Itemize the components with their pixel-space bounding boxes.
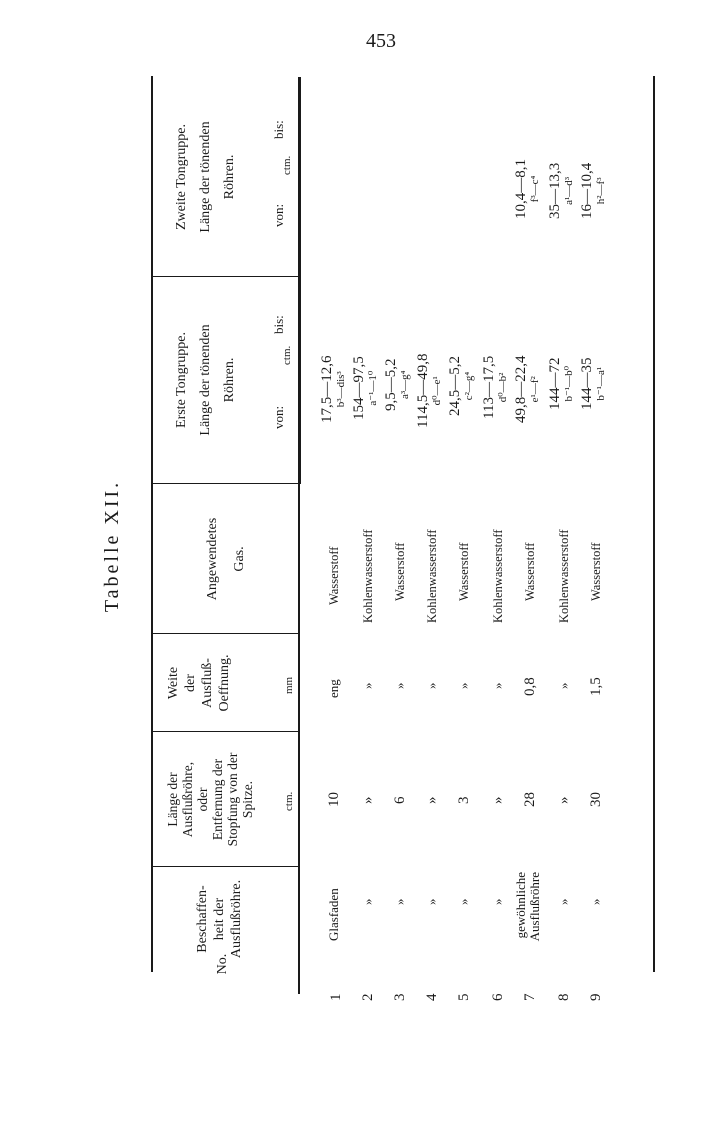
row-weite: eng (326, 679, 341, 698)
header-zweite-bis: bis: (271, 120, 286, 139)
header-erste-tongruppe: Erste Tongruppe. Länge der tönenden Röhren. (174, 324, 237, 436)
row-beschaffenheit: » (456, 898, 471, 905)
row-beschaffenheit: » (588, 898, 603, 905)
page-number: 453 (366, 30, 396, 52)
row-beschaffenheit: » (556, 898, 571, 905)
row-laenge: » (424, 796, 440, 804)
row-no: 8 (556, 993, 572, 1001)
row-laenge: 30 (588, 792, 604, 807)
row-gas: Wasserstoff (523, 542, 537, 601)
row-weite: 1,5 (588, 677, 604, 696)
header-gas: Angewendetes Gas. (205, 517, 247, 601)
row-beschaffenheit: Glasfaden (326, 888, 341, 941)
header-erste-von: von: (271, 405, 286, 429)
row-weite: » (424, 682, 439, 689)
row-beschaffenheit: gewöhnliche Ausflußröhre (513, 872, 542, 942)
header-rule-right (298, 77, 301, 484)
col-divider-1 (151, 866, 298, 867)
row-gas: Wasserstoff (393, 542, 407, 601)
row-weite: » (456, 682, 471, 689)
row-erste-range: 113—17,5 d⁰—b² (481, 355, 509, 419)
row-erste-range: 154—97,5 a⁻¹—1⁰ (351, 356, 379, 420)
row-laenge: 10 (326, 792, 342, 807)
row-laenge: 3 (456, 796, 472, 804)
table-top-rule (151, 76, 153, 972)
row-gas: Kohlenwasserstoff (557, 529, 571, 623)
row-laenge: 28 (522, 792, 538, 807)
row-gas: Wasserstoff (589, 542, 603, 601)
header-laenge-unit: ctm. (283, 791, 295, 811)
header-beschaffenheit: Beschaffen- heit der Ausflußröhre. (195, 879, 244, 959)
row-erste-range: 114,5—49,8 d⁰—e¹ (415, 353, 443, 428)
header-rule-left (298, 634, 300, 994)
row-erste-range: 9,5—5,2 a³—g⁴ (383, 358, 411, 411)
header-weite: Weite der Ausfluß- Oeffnung. (166, 654, 232, 712)
row-no: 1 (328, 993, 344, 1001)
row-no: 4 (424, 993, 440, 1001)
header-rule-mid (298, 484, 300, 634)
header-laenge: Länge der Ausflußröhre, oder Entfernung der Stopfung von der Spitze. (165, 752, 255, 847)
row-zweite-range: 10,4—8,1 f³—c⁴ (513, 159, 541, 219)
row-gas: Wasserstoff (327, 546, 341, 605)
header-no: No. (215, 953, 230, 975)
row-weite: » (490, 682, 505, 689)
row-weite: » (360, 682, 375, 689)
row-erste-range: 17,5—12,6 b³—dis³ (319, 355, 347, 423)
row-no: 5 (456, 993, 472, 1001)
row-gas: Wasserstoff (457, 542, 471, 601)
row-gas: Kohlenwasserstoff (425, 529, 439, 623)
row-gas: Kohlenwasserstoff (491, 529, 505, 623)
table-title: Tabelle XII. (101, 479, 123, 613)
row-erste-range: 144—72 b⁻¹—b⁰ (547, 357, 575, 410)
header-erste-ctm: ctm. (281, 345, 293, 365)
header-zweite-tongruppe: Zweite Tongruppe. Länge der tönenden Röhren. (174, 121, 237, 233)
row-erste-range: 49,8—22,4 e¹—f² (513, 355, 541, 423)
row-erste-range: 24,5—5,2 c²—g⁴ (447, 356, 475, 416)
col-divider-4 (151, 483, 298, 484)
row-zweite-range: 35—13,3 a¹—d³ (547, 162, 575, 219)
header-zweite-von: von: (271, 203, 286, 227)
row-no: 6 (490, 993, 506, 1001)
row-beschaffenheit: » (392, 898, 407, 905)
row-laenge: » (556, 796, 572, 804)
row-erste-range: 144—35 b⁻¹—a¹ (579, 357, 607, 410)
row-no: 9 (588, 993, 604, 1001)
row-weite: » (392, 682, 407, 689)
row-beschaffenheit: » (490, 898, 505, 905)
col-divider-3 (151, 633, 298, 634)
header-zweite-ctm: ctm. (281, 155, 293, 175)
row-no: 7 (522, 993, 538, 1001)
row-laenge: » (490, 796, 506, 804)
row-laenge: 6 (392, 796, 408, 804)
table-bottom-rule (653, 76, 655, 972)
row-beschaffenheit: » (360, 898, 375, 905)
row-beschaffenheit: » (424, 898, 439, 905)
row-no: 3 (392, 993, 408, 1001)
header-weite-unit: mm (283, 676, 295, 694)
col-divider-2 (151, 731, 298, 732)
header-erste-bis: bis: (271, 315, 286, 334)
row-laenge: » (360, 796, 376, 804)
row-gas: Kohlenwasserstoff (361, 529, 375, 623)
row-no: 2 (360, 993, 376, 1001)
row-weite: 0,8 (522, 677, 538, 696)
row-zweite-range: 16—10,4 h²—f³ (579, 162, 607, 219)
row-weite: » (556, 682, 571, 689)
